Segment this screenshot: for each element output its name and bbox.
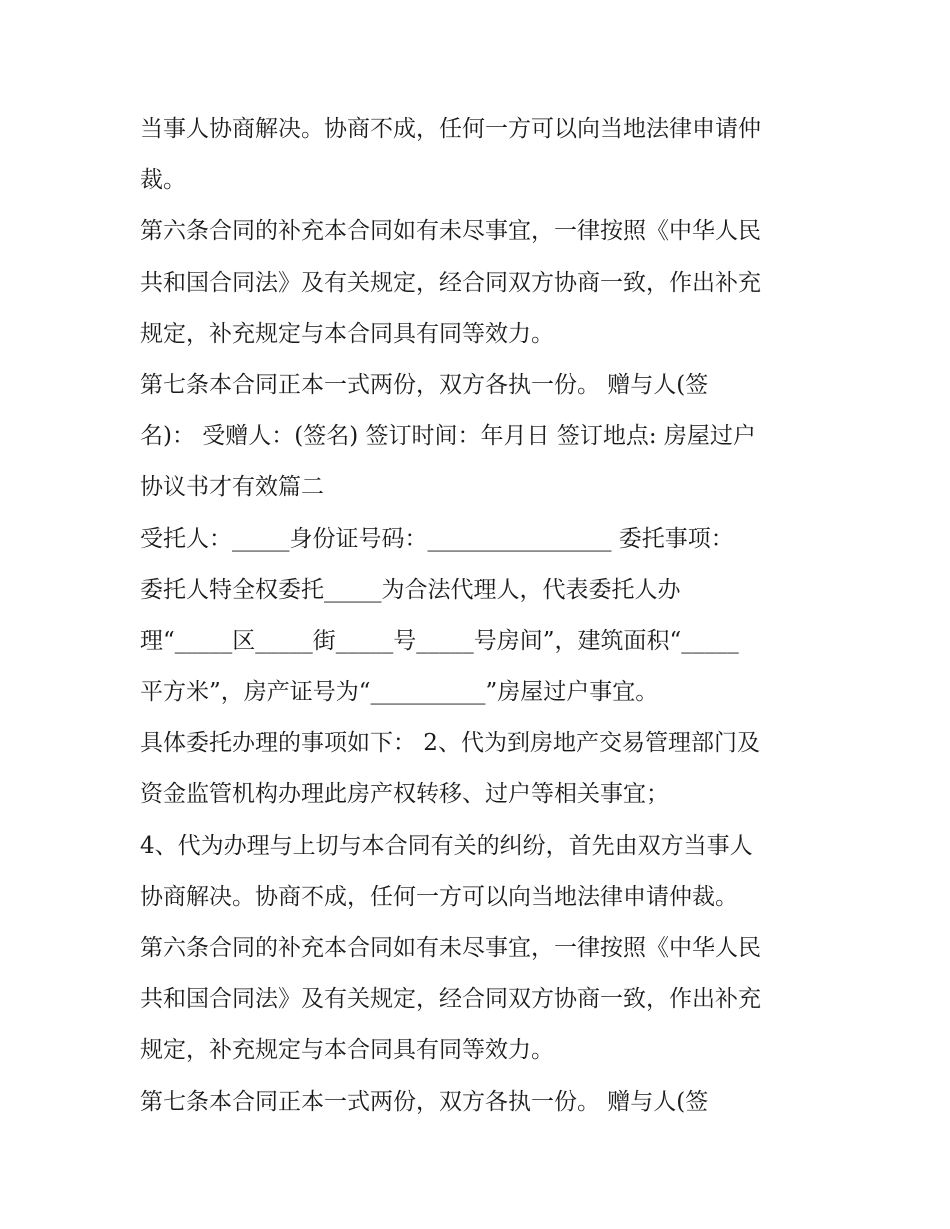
text-line: 第六条合同的补充本合同如有未尽事宜，一律按照《中华人民 [140, 218, 761, 245]
text-line: 协商解决。协商不成，任何一方可以向当地法律申请仲裁。 [140, 883, 738, 910]
text-line: 受托人：_____身份证号码：________________ 委托事项： [140, 525, 734, 552]
document-body [140, 104, 820, 1128]
text-line: 资金监管机构办理此房产权转移、过户等相关事宜； [140, 781, 669, 808]
text-line: 第六条合同的补充本合同如有未尽事宜，一律按照《中华人民 [140, 935, 761, 961]
text-line: 规定，补充规定与本合同具有同等效力。 [140, 1037, 554, 1064]
text-line: 委托人特全权委托_____为合法代理人，代表委托人办 [140, 576, 681, 603]
text-line: 4、代为办理与上切与本合同有关的纠纷，首先由双方当事人 [140, 832, 753, 859]
text-line: 名)： 受赠人：(签名) 签订时间：年月日 签订地点: 房屋过户 [140, 423, 756, 450]
text-line: 具体委托办理的事项如下： 2、代为到房地产交易管理部门及 [140, 730, 760, 757]
section-heading: 协议书才有效篇二 [140, 474, 324, 501]
text-line: 理“_____区_____街_____号_____号房间”，建筑面积“_____ [140, 627, 739, 654]
text-line: 裁。 [140, 167, 186, 194]
text-line: 共和国合同法》及有关规定，经合同双方协商一致，作出补充 [140, 269, 761, 296]
text-line: 共和国合同法》及有关规定，经合同双方协商一致，作出补充 [140, 986, 761, 1013]
text-line: 规定，补充规定与本合同具有同等效力。 [140, 320, 554, 347]
text-line: 第七条本合同正本一式两份，双方各执一份。 赠与人(签 [140, 371, 709, 398]
text-line: 第七条本合同正本一式两份，双方各执一份。 赠与人(签 [140, 1088, 709, 1115]
text-line: 当事人协商解决。协商不成，任何一方可以向当地法律申请仲 [140, 116, 761, 142]
text-line: 平方米”，房产证号为“__________”房屋过户事宜。 [140, 679, 659, 706]
